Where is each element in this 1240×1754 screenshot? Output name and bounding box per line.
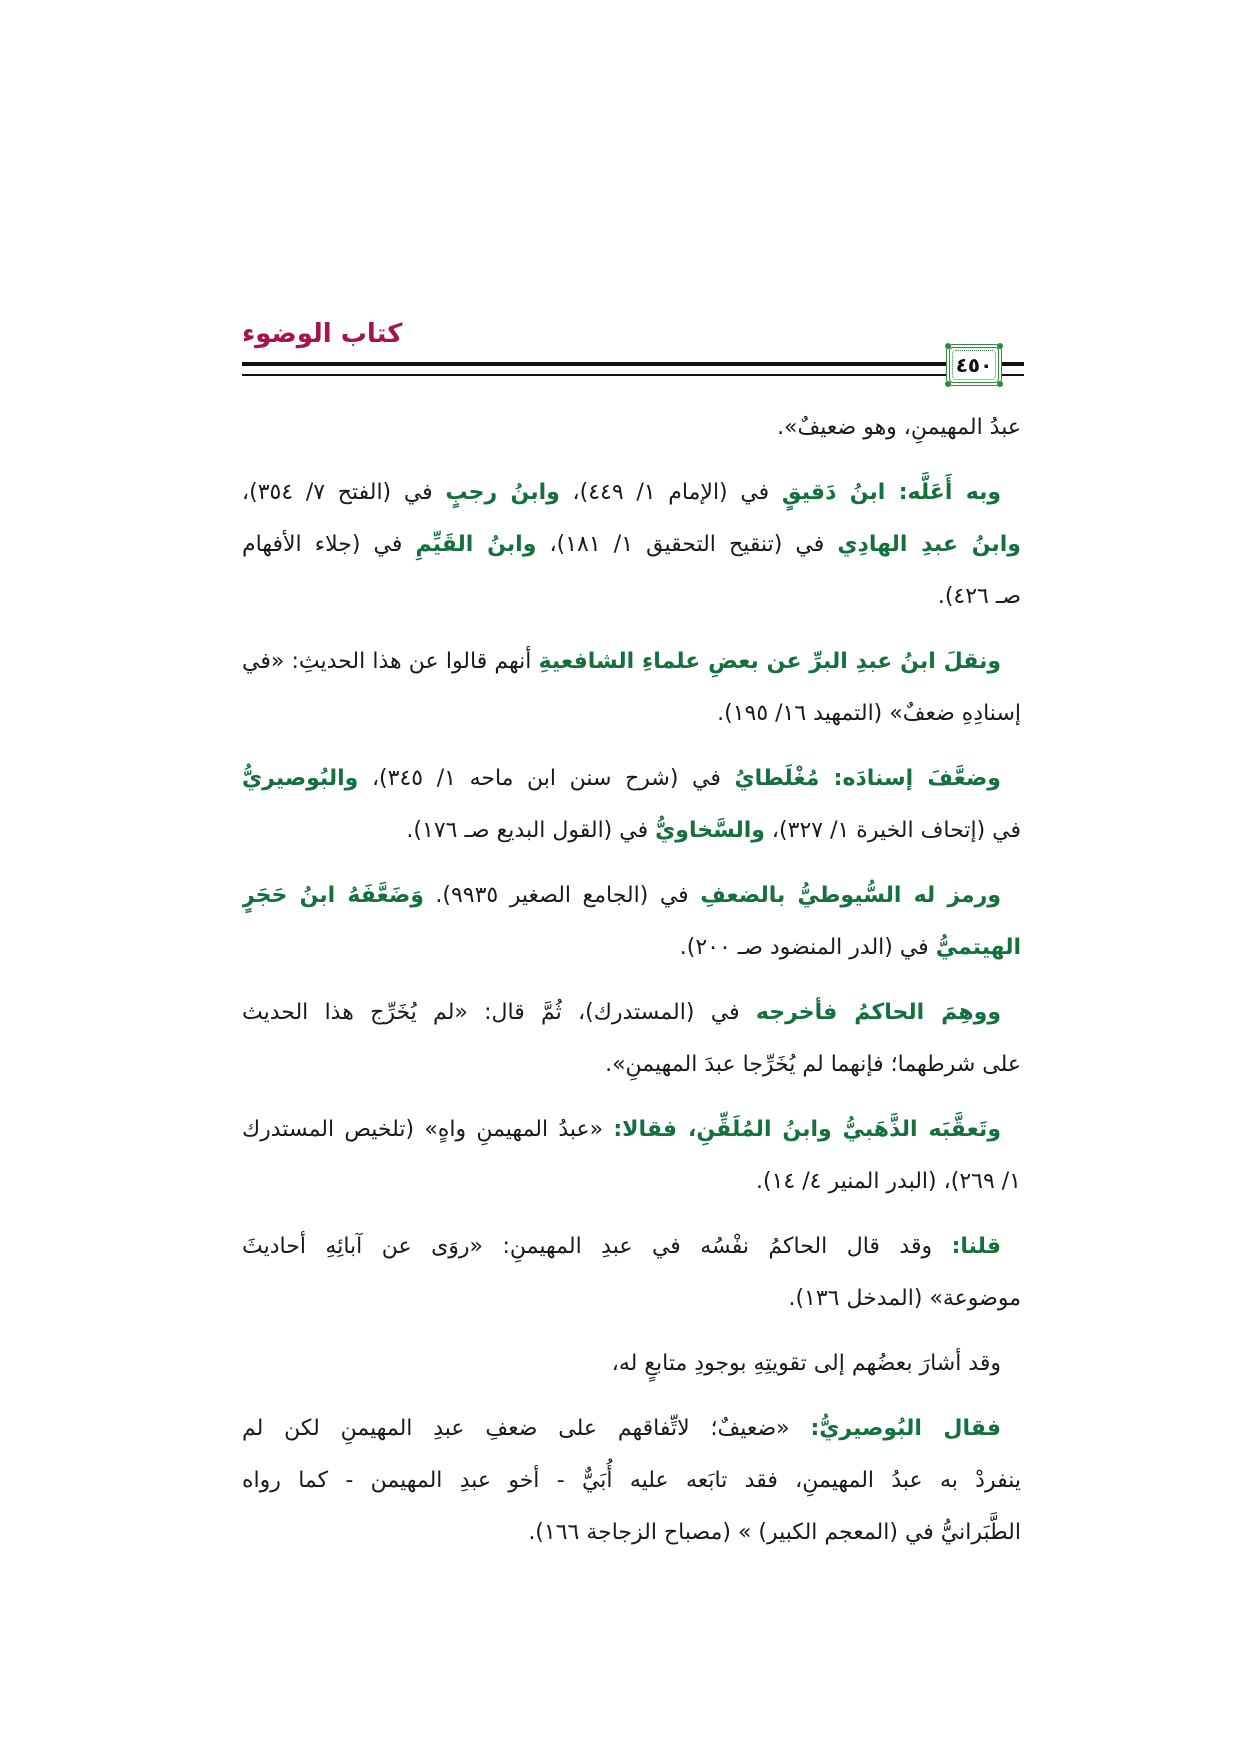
text-run: صـ ٤٢٦). — [937, 584, 1021, 609]
paragraph — [242, 1403, 1021, 1559]
emphasized-text: وَضَعَّفَهُ ابنُ حَجَرٍ — [242, 883, 424, 908]
emphasized-text: وتَعقَّبَه الذَّهَبيُّ وابنُ المُلَقِّنِ، فقالا: — [613, 1117, 1001, 1142]
text-run: وقد أشارَ بعضُهم إلى تقويتِهِ بوجودِ متابعٍ له، — [611, 1351, 1001, 1376]
text-run: الطَّبَرانيُّ في (المعجم الكبير) » (مصباح الزجاجة ١٦٦). — [528, 1520, 1021, 1545]
header-rule-thin — [242, 374, 946, 376]
text-line — [242, 467, 1021, 519]
text-run: موضوعة» (المدخل ١٣٦). — [788, 1286, 1021, 1311]
text-run: في (الجامع الصغير ٩٩٣٥). — [423, 883, 701, 908]
emphasized-text: والبُوصيريُّ — [242, 766, 359, 791]
emphasized-text: الهيتميُّ — [935, 935, 1021, 960]
text-line — [242, 571, 1021, 623]
header-rule-thin-end — [1002, 374, 1024, 376]
emphasized-text: قلنا: — [951, 1234, 1001, 1259]
text-line — [242, 1221, 1021, 1273]
text-line — [242, 1039, 1021, 1091]
text-line — [242, 753, 1021, 805]
text-run: وقد قال الحاكمُ نفْسُه في عبدِ المهيمنِ: «روَى عن آبائِهِ أحاديثَ — [242, 1234, 952, 1259]
text-run: في (المستدرك)، ثُمَّ قال: «لم يُخَرِّج هذا الحديث — [242, 1000, 756, 1025]
paragraph — [242, 987, 1021, 1091]
text-run: في (شرح سنن ابن ماحه ١/ ٣٤٥)، — [358, 766, 735, 791]
paragraph — [242, 753, 1021, 857]
paragraph — [242, 1104, 1021, 1208]
text-line — [242, 402, 1021, 454]
text-line — [242, 519, 1021, 571]
paragraph — [242, 1221, 1021, 1325]
header-rule-thick — [242, 362, 946, 366]
text-run: عبدُ المهيمنِ، وهو ضعيفٌ». — [777, 415, 1021, 440]
text-line — [242, 1104, 1021, 1156]
running-head-title: كتاب الوضوء — [242, 319, 403, 349]
paragraph — [242, 636, 1021, 740]
text-line — [242, 922, 1021, 974]
text-line — [242, 987, 1021, 1039]
text-line — [242, 1156, 1021, 1208]
emphasized-text: ورمز له السُّيوطيُّ بالضعفِ — [700, 883, 1001, 908]
emphasized-text: وضعَّفَ إسنادَه: مُغْلَطايُ — [734, 766, 1001, 791]
text-line — [242, 1455, 1021, 1507]
text-run: إسنادِهِ ضعفٌ» (التمهيد ١٦/ ١٩٥). — [717, 701, 1021, 726]
text-run: في (تنقيح التحقيق ١/ ١٨١)، — [536, 532, 838, 557]
header-rule-thick-end — [1002, 362, 1024, 366]
emphasized-text: فقال البُوصيريُّ: — [810, 1416, 1001, 1441]
emphasized-text: وبه أَعَلَّه: ابنُ دَقيقٍ — [781, 480, 1002, 505]
page-number: ٤٥٠ — [955, 353, 993, 377]
text-run: في (جلاء الأفهام — [242, 532, 416, 557]
text-line — [242, 870, 1021, 922]
paragraph — [242, 402, 1021, 454]
text-line — [242, 1338, 1021, 1390]
page-number-badge — [946, 344, 1002, 386]
text-line — [242, 1507, 1021, 1559]
emphasized-text: ووهِمَ الحاكمُ فأخرجه — [755, 1000, 1001, 1025]
ornament-dot — [945, 381, 951, 387]
text-line — [242, 1403, 1021, 1455]
text-line — [242, 805, 1021, 857]
paragraph — [242, 870, 1021, 974]
body-text — [242, 402, 1021, 1559]
text-line — [242, 1273, 1021, 1325]
emphasized-text: وابنُ عبدِ الهادِي — [837, 532, 1021, 557]
emphasized-text: والسَّخاويُّ — [655, 818, 765, 843]
text-run: في (الفتح ٧/ ٣٥٤)، — [242, 480, 446, 505]
text-run: في (الإمام ١/ ٤٤٩)، — [559, 480, 782, 505]
text-run: «ضعيفٌ؛ لاتِّفاقهم على ضعفِ عبدِ المهيمنِ لكن لم — [242, 1416, 811, 1441]
text-run: ١/ ٢٦٩)، (البدر المنير ٤/ ١٤). — [756, 1169, 1021, 1194]
ornament-dot — [945, 343, 951, 349]
text-run: أنهم قالوا عن هذا الحديثِ: «في — [242, 649, 539, 674]
text-line — [242, 688, 1021, 740]
text-run: في (القول البديع صـ ١٧٦). — [406, 818, 656, 843]
text-run: في (إتحاف الخيرة ١/ ٣٢٧)، — [764, 818, 1021, 843]
text-line — [242, 636, 1021, 688]
ornament-dot — [997, 381, 1003, 387]
emphasized-text: وابنُ القَيِّمِ — [415, 532, 537, 557]
emphasized-text: وابنُ رجبٍ — [445, 480, 560, 505]
text-run: ينفردْ به عبدُ المهيمنِ، فقد تابَعه عليه أُبَيٌّ - أخو عبدِ المهيمن - كما رواه — [242, 1468, 1021, 1493]
text-run: في (الدر المنضود صـ ٢٠٠). — [679, 935, 936, 960]
text-run: «عبدُ المهيمنِ واهٍ» (تلخيص المستدرك — [242, 1117, 614, 1142]
text-run: على شرطهما؛ فإنهما لم يُخَرِّجا عبدَ المهيمنِ». — [605, 1052, 1021, 1077]
ornament-dot — [997, 343, 1003, 349]
paragraph — [242, 1338, 1021, 1390]
paragraph — [242, 467, 1021, 623]
emphasized-text: ونقلَ ابنُ عبدِ البرِّ عن بعضِ علماءِ الشافعيةِ — [538, 649, 1002, 674]
